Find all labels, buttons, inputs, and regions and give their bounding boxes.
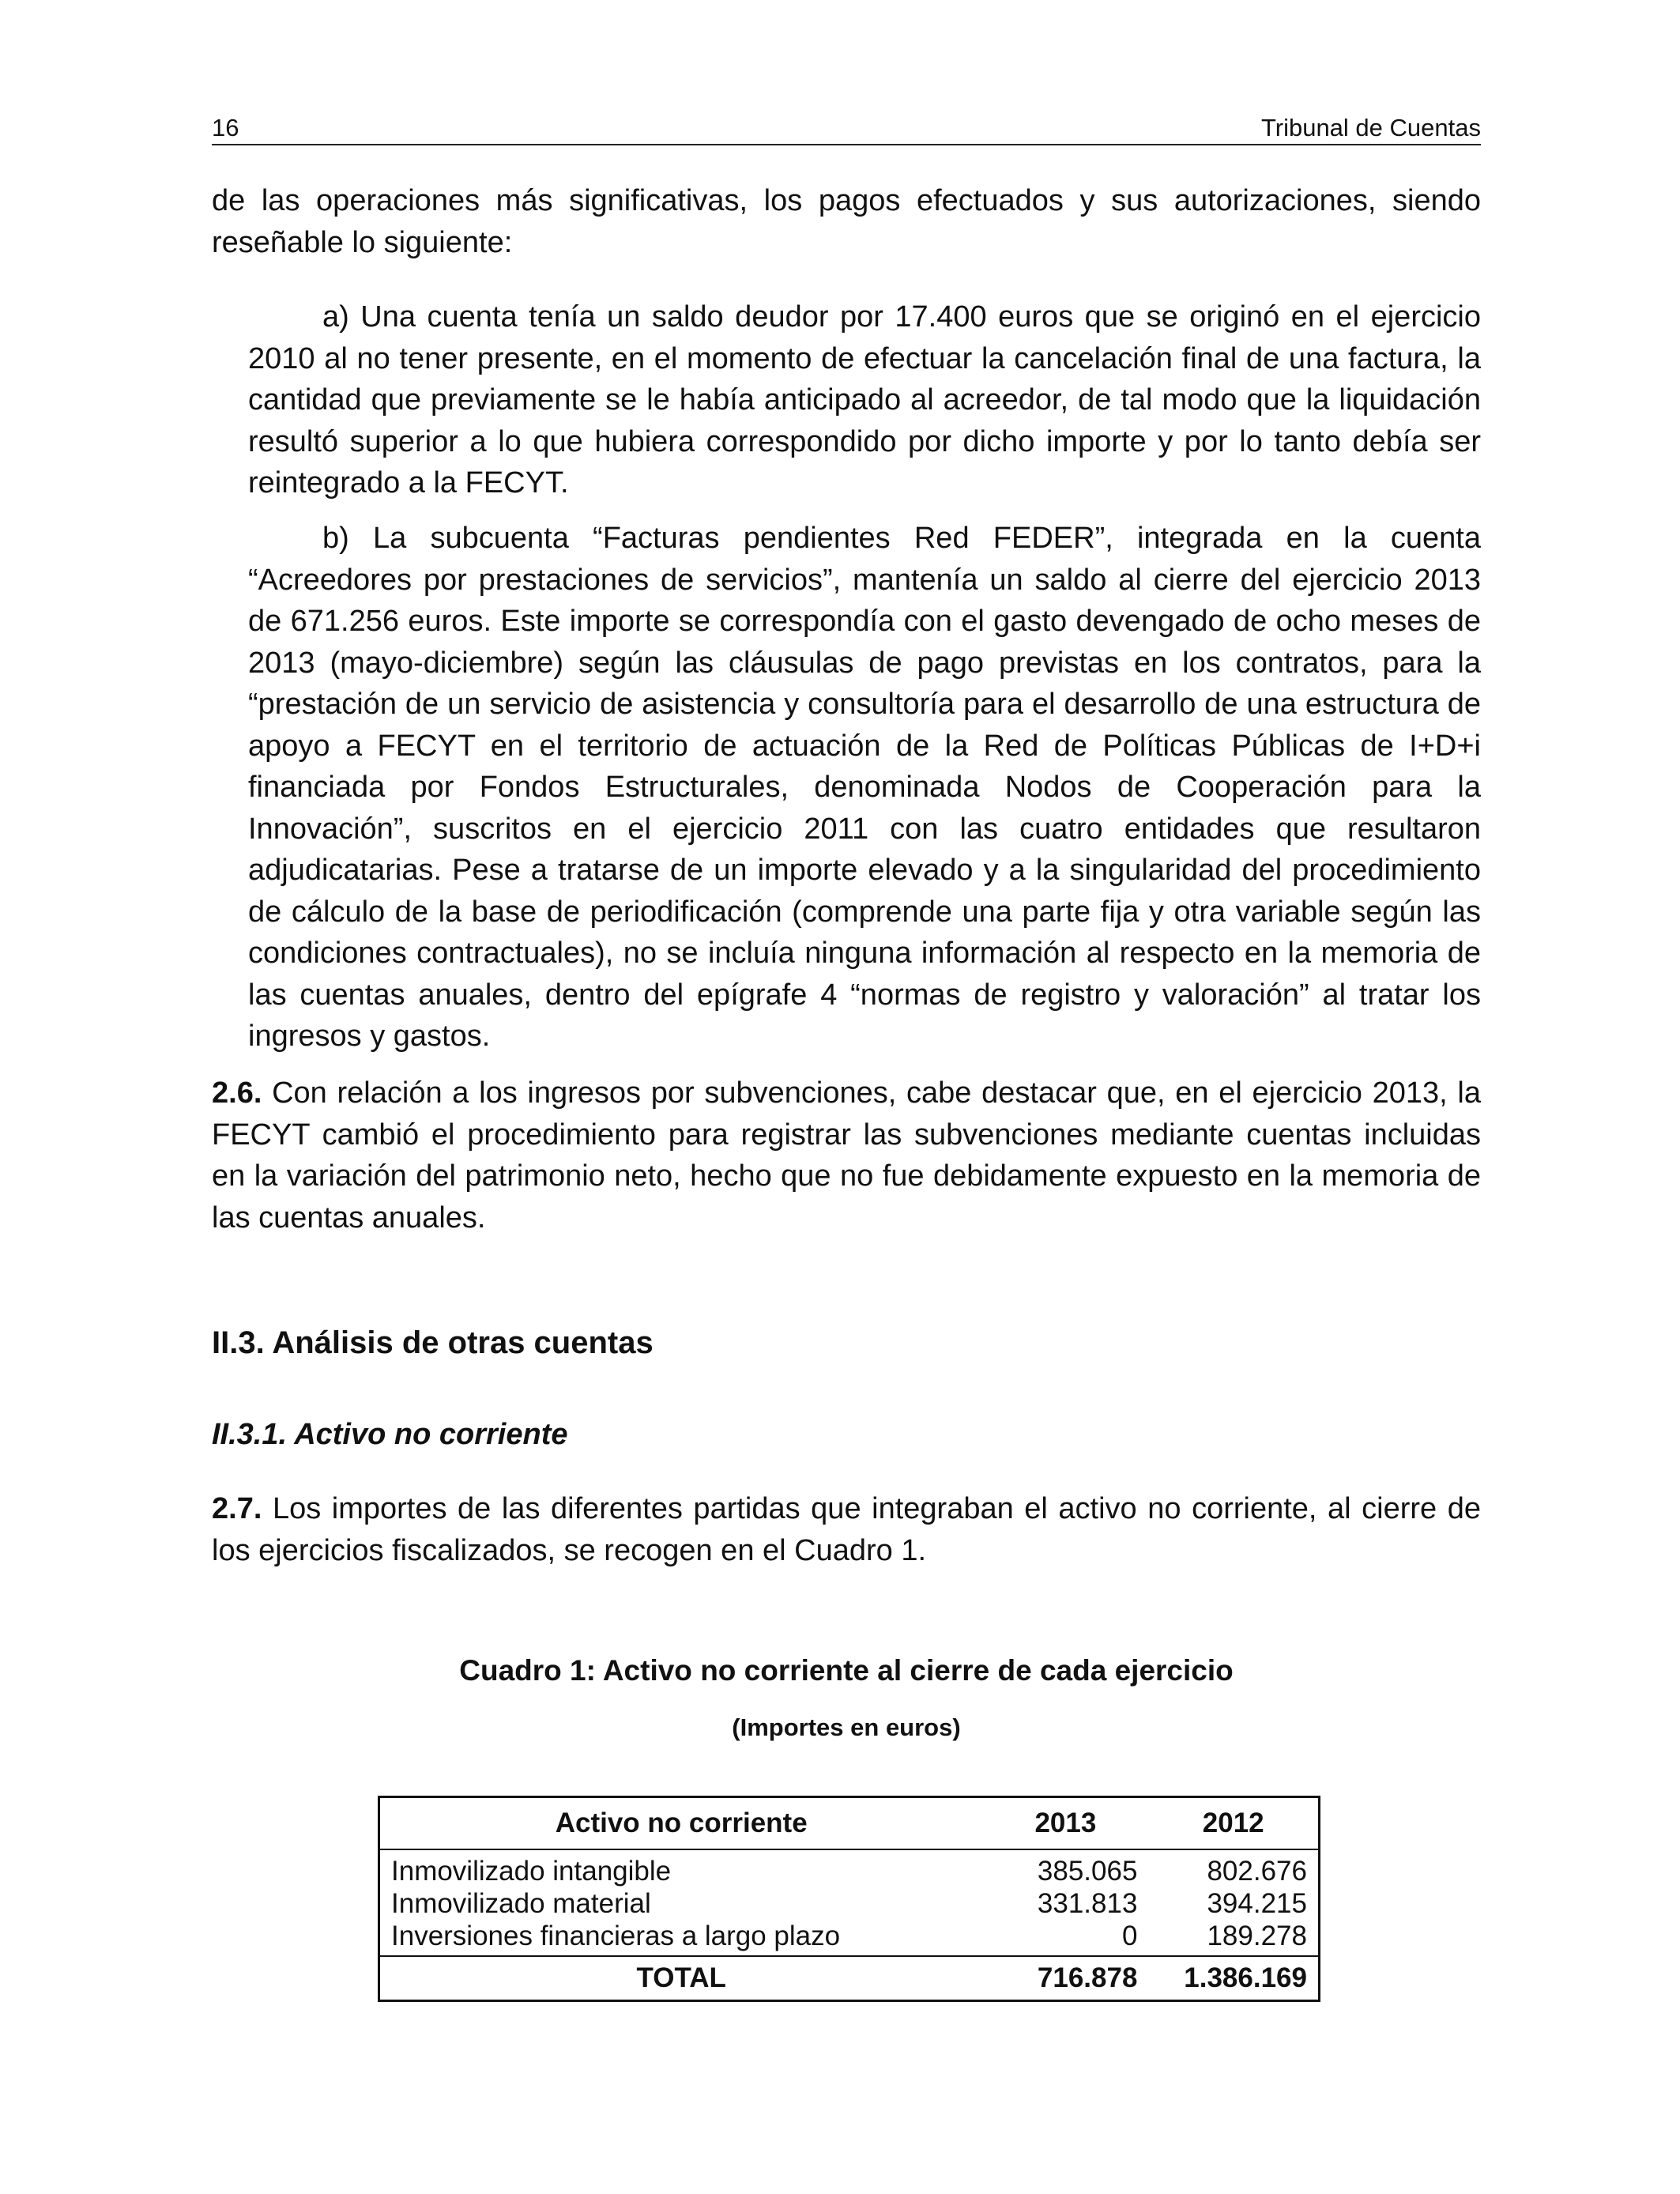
table-cell: 394.215 (1207, 1888, 1307, 1919)
paragraph-number: 2.6. (212, 1076, 262, 1110)
table-cell: 189.278 (1207, 1921, 1307, 1951)
page-number: 16 (212, 114, 239, 141)
column-header: Activo no corriente (379, 1797, 983, 1850)
section-heading: II.3. Análisis de otras cuentas (212, 1325, 654, 1360)
column-header: 2013 (982, 1797, 1148, 1850)
assets-table (378, 1796, 1320, 2002)
intro-paragraph: de las operaciones más significativas, los pagos efectuados y sus autorizaciones, siendo reseñable lo siguiente: (212, 184, 1481, 259)
table-title: Cuadro 1: Activo no corriente al cierre de cada ejercicio (459, 1654, 1234, 1687)
table-cell: 0 (1121, 1921, 1138, 1951)
table-row (379, 1920, 1320, 1956)
table-cell: Inversiones financieras a largo plazo (391, 1921, 841, 1951)
subsection-heading: II.3.1. Activo no corriente (212, 1418, 568, 1451)
table-cell: Inmovilizado material (391, 1888, 651, 1919)
paragraph-number: 2.7. (212, 1492, 262, 1525)
paragraph-text: Los importes de las diferentes partidas que integraban el activo no corriente, al cierre de los ejercicios fiscalizados, se recogen en el Cuadro 1. (212, 1492, 1481, 1567)
table-row (379, 1849, 1320, 1887)
table-row (379, 1887, 1320, 1920)
table-total-row (379, 1956, 1320, 2001)
paragraph-text: Con relación a los ingresos por subvenciones, cabe destacar que, en el ejercicio 2013, la FECYT cambió el procedimiento para registrar las subvenciones mediante cuentas incluidas en la variación del patrimonio neto, hecho que no fue debidamente expuesto en la memoria de las cuentas anuales. (212, 1076, 1481, 1235)
paragraph-2-7 (212, 1488, 1481, 1571)
table-subtitle: (Importes en euros) (732, 1713, 961, 1741)
table-cell: 385.065 (1037, 1856, 1138, 1887)
table-cell: 802.676 (1207, 1856, 1307, 1887)
table-cell: Inmovilizado intangible (391, 1856, 672, 1887)
column-header: 2012 (1148, 1797, 1319, 1850)
table-cell: 331.813 (1037, 1888, 1138, 1919)
header-organization: Tribunal de Cuentas (1260, 114, 1481, 141)
item-b-paragraph: b) La subcuenta “Facturas pendientes Red FEDER”, integrada en la cuenta “Acreedores por prestaciones de servicios”, mantenía un saldo al cierre del ejercicio 2013 de 671.256 euros. Este importe se correspondía con el gasto devengado de ocho meses de 2013 (mayo-diciembre) según las cláusulas de pago previstas en los contratos, para la “prestación de un servicio de asistencia y consultoría para el desarrollo de una estructura de apoyo a FECYT en el territorio de actuación de la Red de Políticas Públicas de I+D+i financiada por Fondos Estructurales, denominada Nodos de Cooperación para la Innovación”, suscritos en el ejercicio 2011 con las cuatro entidades que resultaron adjudicatarias. Pese a tratarse de un importe elevado y a la singularidad del procedimiento de cálculo de la base de periodificación (comprende una parte fija y otra variable según las condiciones contractuales), no se incluía ninguna información al respecto en la memoria de las cuentas anuales, dentro del epígrafe 4 “normas de registro y valoración” al tratar los ingresos y gastos. (248, 522, 1481, 1053)
page-header (212, 111, 1481, 145)
total-label: TOTAL (379, 1956, 983, 2001)
total-2012: 1.386.169 (1148, 1956, 1319, 2001)
total-2013: 716.878 (982, 1956, 1148, 2001)
table-header-row (379, 1797, 1320, 1850)
paragraph-2-6 (212, 1072, 1481, 1238)
item-a-paragraph: a) Una cuenta tenía un saldo deudor por 17.400 euros que se originó en el ejercicio 2010 al no tener presente, en el momento de efectuar la cancelación final de una factura, la cantidad que previamente se le había anticipado al acreedor, de tal modo que la liquidación resultó superior a lo que hubiera correspondido por dicho importe y por lo tanto debía ser reintegrado a la FECYT. (248, 300, 1481, 499)
